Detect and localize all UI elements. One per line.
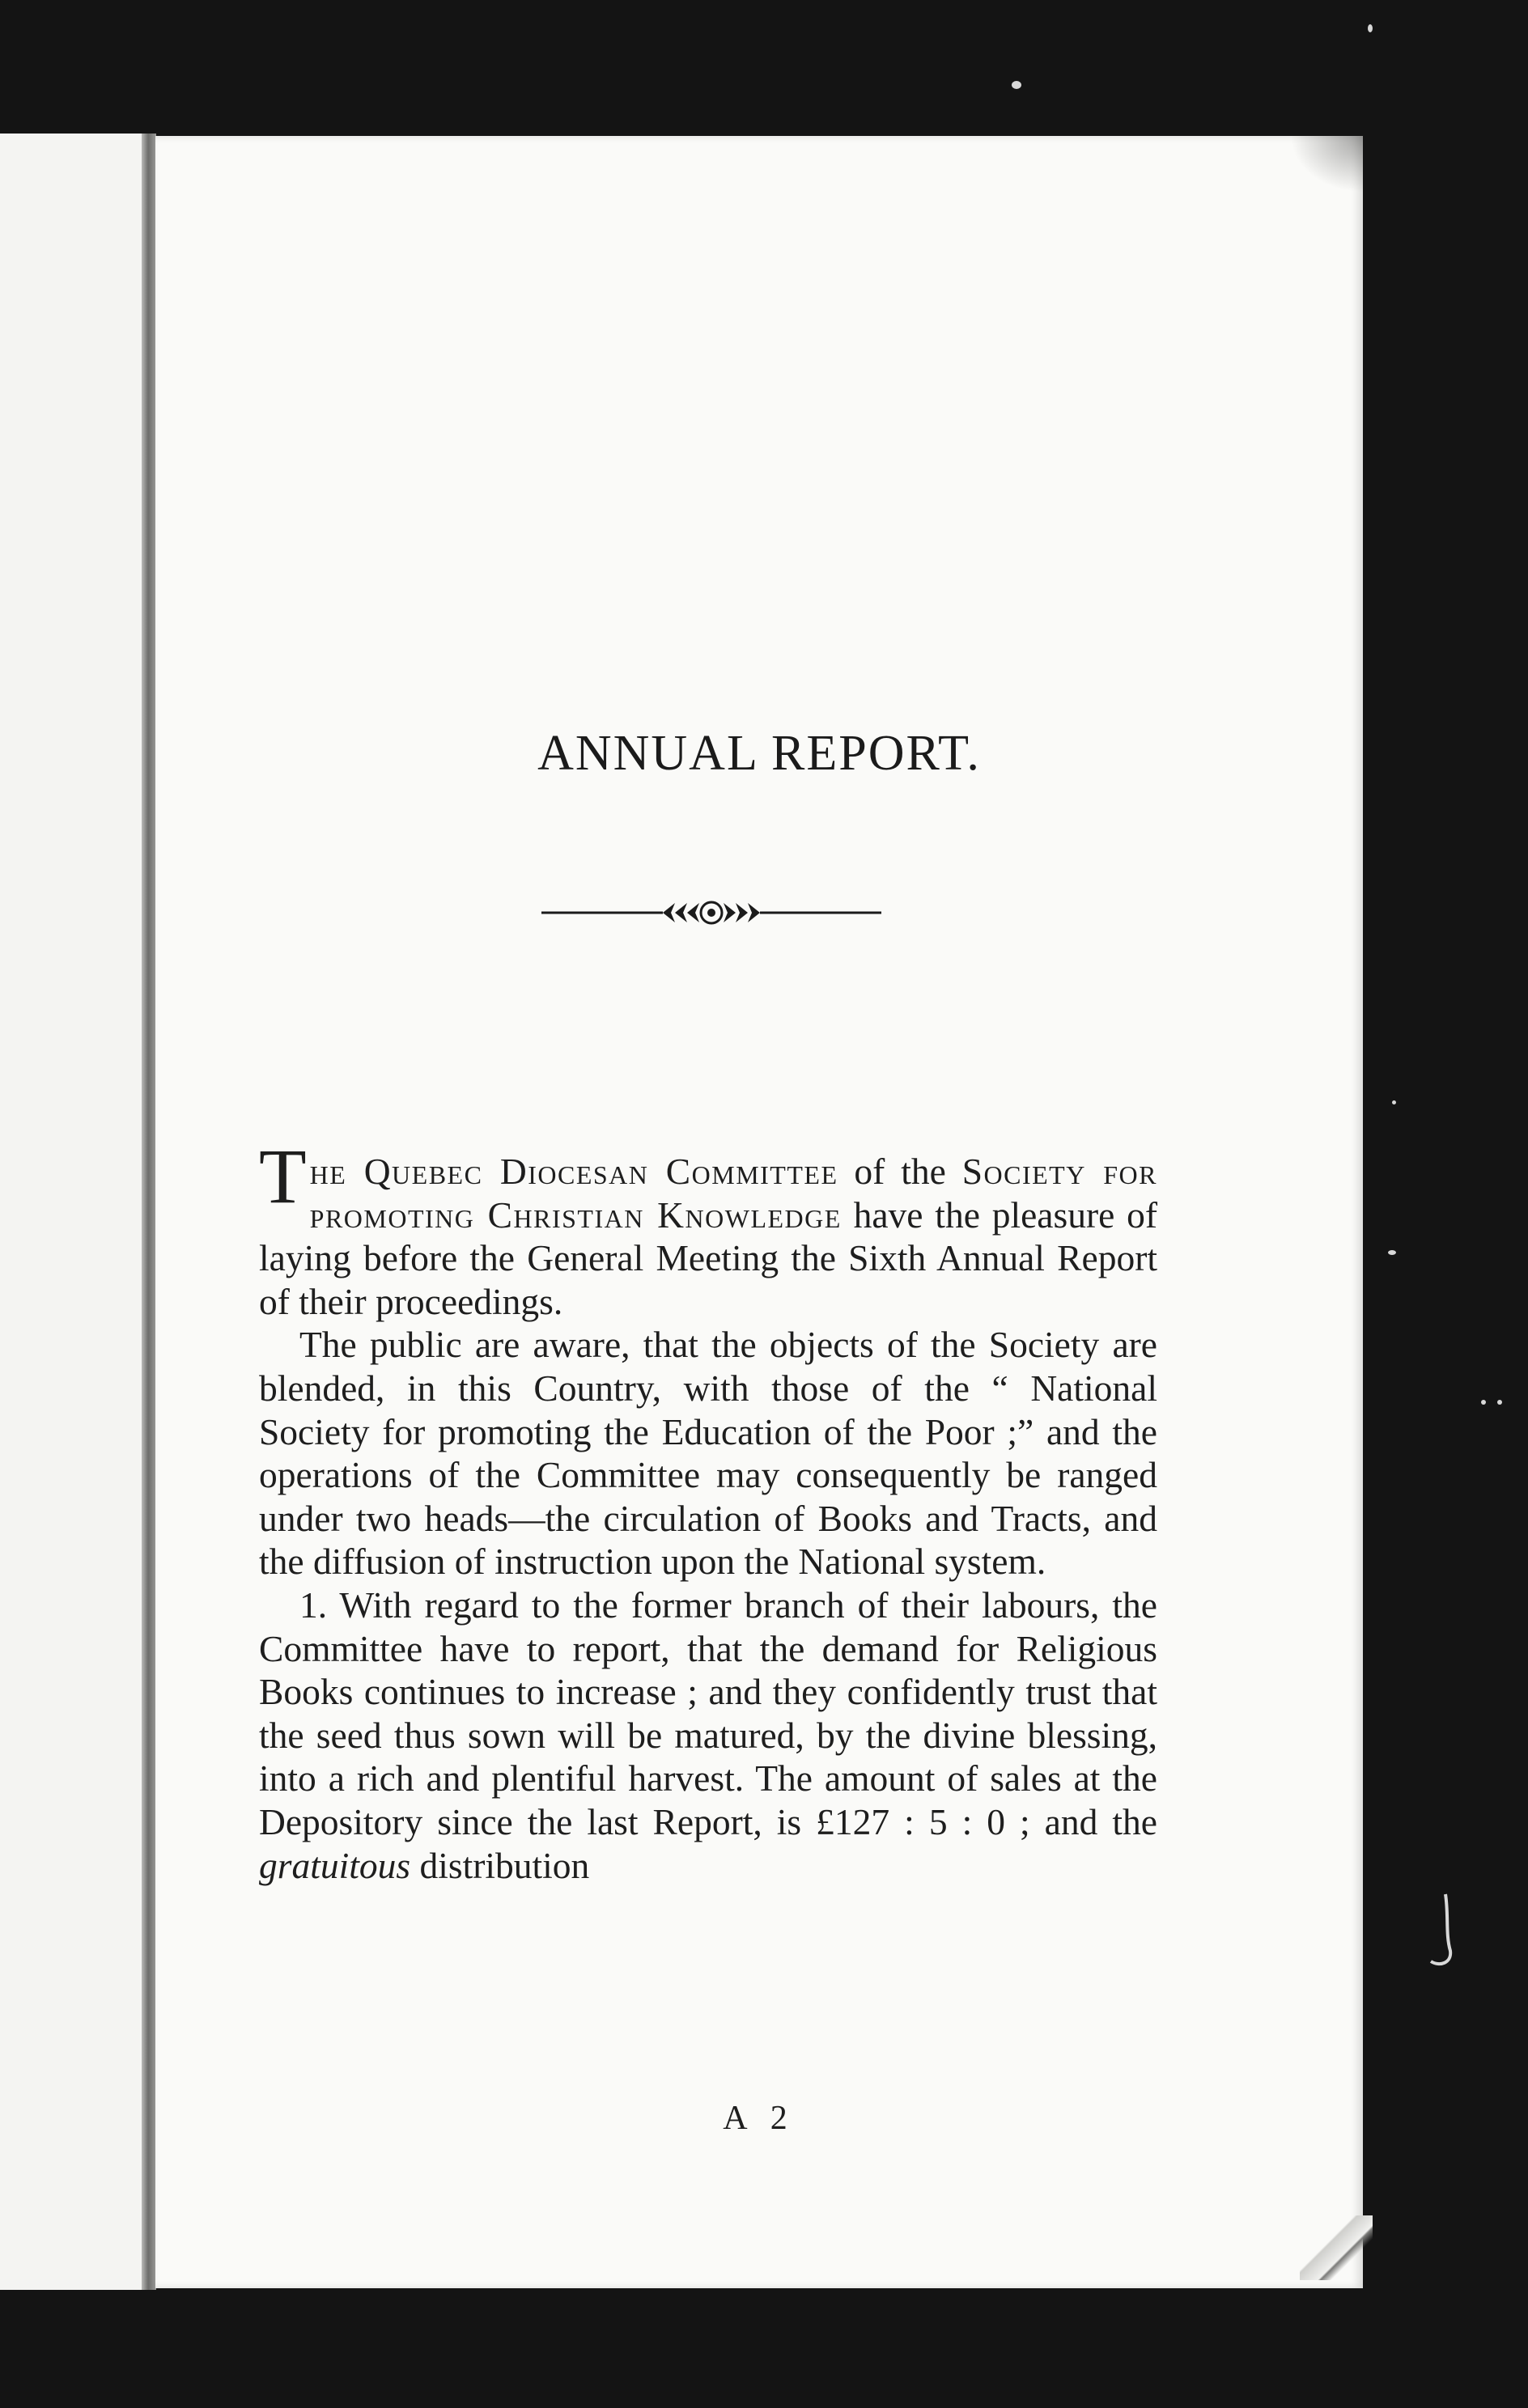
paragraph-books [259, 1583, 1157, 1887]
drop-cap: T [259, 1133, 307, 1219]
paragraph-objects: The public are aware, that the objects of the Society are blended, in this Country, with those of the “ National Society for promoting the Education of the Poor ;” and the operations of the Committee may consequently be ranged under two heads—the circulation of Books and Tracts, and the diffusion of instruction upon the National system. [259, 1324, 1157, 1583]
paragraph-books-tail: distribution [410, 1844, 590, 1886]
scan-speck [1388, 1250, 1396, 1255]
previous-page-edge [0, 134, 147, 2290]
signature-mark: A 2 [723, 2100, 796, 2137]
scan-speck [1481, 1400, 1486, 1405]
scan-speck [1368, 24, 1373, 32]
page-title: ANNUAL REPORT. [537, 726, 981, 781]
scan-mark [1428, 1890, 1460, 1971]
document-page [155, 136, 1363, 2288]
paragraph-intro-seg2: have the pleasure of laying before the General Meeting the Sixth Annual Report of their proceedings. [259, 1193, 1157, 1322]
committee-name: he Quebec Diocesan Committee [309, 1151, 838, 1192]
folded-page-corner [1300, 2215, 1373, 2280]
scan-speck [1497, 1400, 1502, 1405]
paragraph-intro-seg1: of the [838, 1151, 962, 1192]
report-body [259, 1133, 1157, 1887]
ornament-divider-icon [541, 888, 881, 937]
book-gutter [142, 134, 156, 2290]
society-name: Society for promoting Christian Knowledge [309, 1151, 1157, 1236]
scan-speck [1392, 1100, 1396, 1104]
paragraph-books-italic: gratuitous [259, 1844, 411, 1886]
paragraph-books-text: 1. With regard to the former branch of their labours, the Committee have to report, that the demand for Religious Books continues to increase ; and they confidently trust that the seed thus sown will be matured, by the divine blessing, into a rich and plentiful harvest. The amount of sales at the Depository since the last Report, is £127 : 5 : 0 ; and the [259, 1583, 1157, 1842]
page-corner-shadow [1290, 136, 1363, 193]
scan-speck [1012, 81, 1021, 89]
paragraph-intro [259, 1133, 1157, 1323]
